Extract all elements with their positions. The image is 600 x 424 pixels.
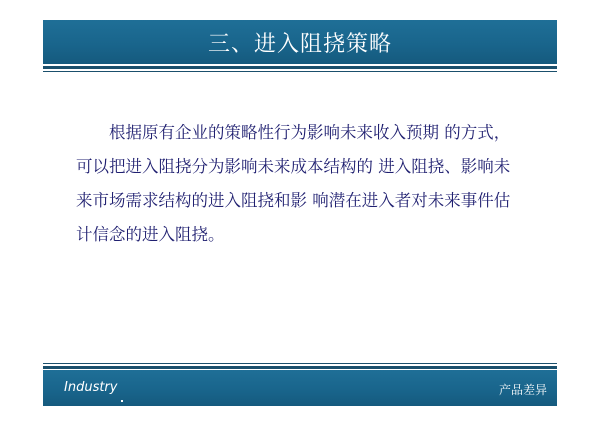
footer-left-label: Industry (64, 380, 118, 395)
title-divider-thick (43, 66, 557, 69)
footer-bar (43, 370, 557, 406)
body-paragraph: 根据原有企业的策略性行为影响未来收入预期 的方式，可以把进入阻挠分为影响未来成本结构的 进入阻挠、影响未来市场需求结构的进入阻挠和影 响潜在进入者对未来事件估计信念的进入阻挠。 (76, 123, 511, 244)
footer-divider-thin (43, 363, 557, 364)
title-divider-thin (43, 71, 557, 72)
footer-right-label: 产品差异 (498, 383, 547, 397)
title-bar (43, 20, 557, 64)
slide-title: 三、进入阻挠策略 (207, 31, 392, 57)
footer-divider-thick (43, 366, 557, 369)
footer-dot (121, 400, 123, 402)
